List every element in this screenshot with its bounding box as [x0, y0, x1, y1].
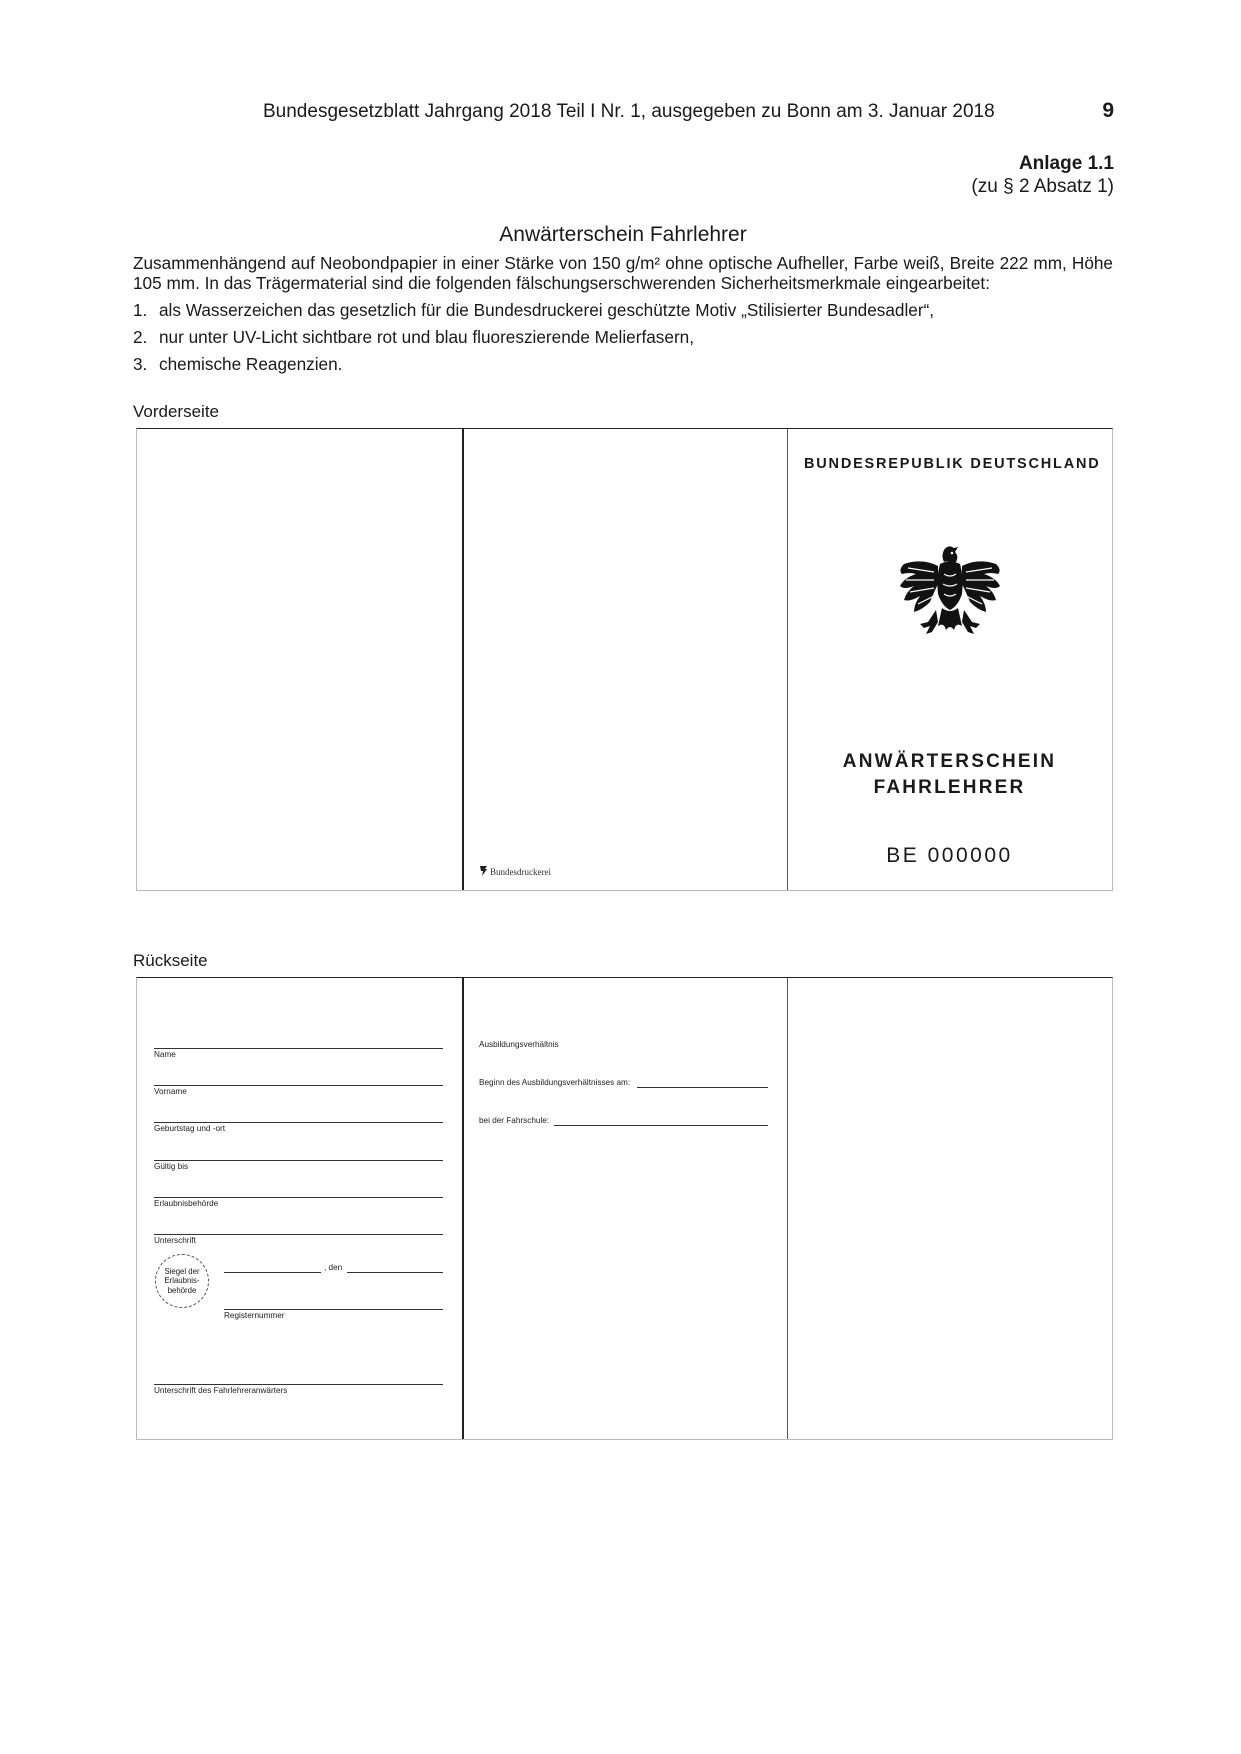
annex-label: Anlage 1.1: [1018, 153, 1114, 174]
list-number: 3.: [133, 354, 148, 374]
back-card: [136, 977, 1113, 1440]
training-heading: Ausbildungsverhältnis: [479, 1040, 559, 1049]
field-label-name: Name: [154, 1050, 176, 1059]
front-side-label: Vorderseite: [133, 402, 219, 421]
certificate-title-line1: ANWÄRTERSCHEIN: [842, 751, 1057, 772]
register-label: Registernummer: [224, 1311, 285, 1320]
name-line: [154, 1048, 443, 1049]
seal-circle: [155, 1254, 209, 1308]
field-label-first-name: Vorname: [154, 1087, 187, 1096]
list-text: nur unter UV-Licht sichtbare rot und blau fluoreszierende Melierfasern,: [159, 327, 695, 347]
list-text: als Wasserzeichen das gesetzlich für die Bundesdruckerei geschützte Motiv „Stilisierter Bundesadler“,: [159, 300, 935, 320]
fold-divider: [787, 429, 788, 890]
bundesdruckerei-icon: [479, 865, 488, 877]
seal-text: Siegel der Erlaubnis- behörde: [164, 1266, 200, 1295]
valid-until-line: [154, 1160, 443, 1161]
field-label-authority: Erlaubnisbehörde: [154, 1199, 219, 1208]
training-start-line: [637, 1087, 768, 1088]
field-label-valid-until: Gültig bis: [154, 1162, 189, 1171]
printer-name: Bundesdruckerei: [490, 867, 551, 877]
signature-line: [154, 1234, 443, 1235]
fold-divider: [462, 978, 464, 1439]
applicant-signature-line: [154, 1384, 443, 1385]
federal-eagle-icon: [894, 544, 1006, 649]
back-side-label: Rückseite: [133, 951, 208, 970]
list-item: [133, 354, 342, 375]
driving-school-label: bei der Fahrschule:: [479, 1116, 550, 1125]
publication-header: Bundesgesetzblatt Jahrgang 2018 Teil I Nr. 1, ausgegeben zu Bonn am 3. Januar 2018: [263, 101, 995, 122]
list-number: 2.: [133, 327, 148, 347]
place-line: [224, 1272, 321, 1273]
field-label-birth: Geburtstag und -ort: [154, 1124, 225, 1133]
list-number: 1.: [133, 300, 148, 320]
list-item: [133, 327, 694, 348]
field-label-signature: Unterschrift: [154, 1236, 196, 1245]
list-text: chemische Reagenzien.: [159, 354, 343, 374]
driving-school-line: [554, 1125, 768, 1126]
certificate-title-line2: FAHRLEHRER: [873, 777, 1026, 798]
training-start-label: Beginn des Ausbildungsverhältnisses am:: [479, 1078, 631, 1087]
fold-divider: [787, 978, 788, 1439]
list-item: [133, 300, 934, 321]
country-name: BUNDESREPUBLIK DEUTSCHLAND: [804, 456, 1101, 472]
date-separator: , den: [324, 1263, 343, 1272]
fold-divider: [462, 429, 464, 890]
intro-paragraph: Zusammenhängend auf Neobondpapier in einer Stärke von 150 g/m² ohne optische Aufheller, Farbe weiß, Breite 222 mm, Höhe 105 mm. In das Trägermaterial sind die folgenden fälschungserschwerenden Sicherheitsmerkmale eingearbeitet:: [133, 253, 1113, 293]
page-number: 9: [1102, 99, 1114, 122]
authority-line: [154, 1197, 443, 1198]
birth-line: [154, 1122, 443, 1123]
date-line: [347, 1272, 443, 1273]
serial-number: BE 000000: [886, 844, 1013, 867]
document-title: Anwärterschein Fahrlehrer: [499, 223, 747, 246]
first-name-line: [154, 1085, 443, 1086]
applicant-signature-label: Unterschrift des Fahrlehreranwärters: [154, 1386, 288, 1395]
annex-reference: (zu § 2 Absatz 1): [971, 176, 1114, 197]
register-line: [224, 1309, 443, 1310]
front-card: [136, 428, 1113, 891]
printer-logo: [479, 865, 551, 877]
